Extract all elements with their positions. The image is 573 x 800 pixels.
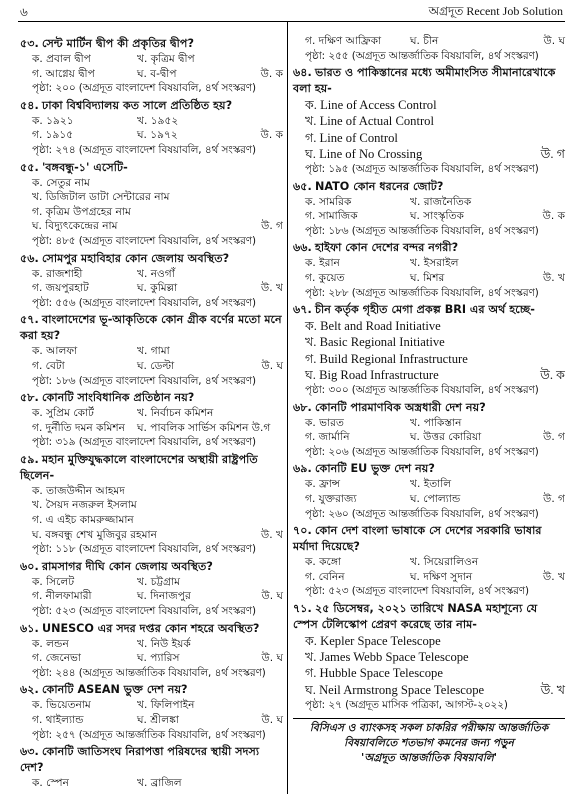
question-number: ৭০. [293,524,312,538]
answer-label: উ. ঘ [261,590,283,603]
source-reference: পৃষ্ঠা: ১১৮ (অগ্রদূত বাংলাদেশ বিষয়াবলি, ৪র্থ সংস্করণ) [32,543,257,556]
option: খ. চট্টগ্রাম [137,575,180,588]
question-number: ৬৭. [293,303,312,317]
source-reference: পৃষ্ঠা: ৪৮৫ (অগ্রদূত বাংলাদেশ বিষয়াবলি, ৪র্থ সংস্করণ) [32,234,257,247]
option-line [305,334,565,350]
source-reference: পৃষ্ঠা: ৩০০ (অগ্রদূত আন্তর্জাতিক বিষয়াবলি, ৪র্থ সংস্করণ) [305,383,539,396]
promo-line: বিসিএস ও ব্যাংকসহ সকল চাকরির পরীক্ষায় আন্তর্জাতিক [309,722,549,735]
option: ক. তাজউদ্দীন আহমদ [32,484,125,497]
option-row [32,651,283,666]
source-reference: পৃষ্ঠা: ২৭৪ (অগ্রদূত বাংলাদেশ বিষয়াবলি, ৪র্থ সংস্করণ) [32,143,257,156]
option: ঘ. পোল্যান্ড [410,492,461,505]
option: ঘ. বঙ্গবন্ধু শেখ মুজিবুর রহমান [32,528,157,541]
question-number: ৫৮. [20,391,39,405]
option-line [305,113,565,129]
question-options [20,637,283,681]
source-reference: পৃষ্ঠা: ১৯৫ (অগ্রদূত আন্তর্জাতিক বিষয়াবলি, ৪র্থ সংস্করণ) [305,163,539,175]
question-number: ৬১. [20,621,39,635]
answer-label: উ. ঘ [261,652,283,665]
answer-label: উ. ক [260,67,283,80]
option-row [305,271,565,286]
question-options [20,484,283,557]
question-number: ৫৩. [20,37,39,50]
option-row [305,570,565,585]
question-text: ৬৩. কোনটি জাতিসংঘ নিরাপত্তা পরিষদের স্থায়ী সদস্য দেশ? [20,745,260,775]
option: খ. ইতালি [410,478,452,491]
option: খ. সৈয়দ নজরুল ইসলাম [32,499,137,512]
option: ঘ. দক্ষিণ সুদান [410,570,473,583]
option-line [32,513,283,528]
question-text: ৬৪. ভারত ও পাকিস্তানের মধ্যে অমীমাংসিত সীমানারেখাকে বলা হয়- [293,66,556,96]
option: ক. প্রবাল দ্বীপ [32,53,91,65]
option-row [305,34,565,49]
source-reference: পৃষ্ঠা: ৩১৯ (অগ্রদূত বাংলাদেশ বিষয়াবলি, ৪র্থ সংস্করণ) [32,436,257,449]
question-options [293,633,565,712]
option: ঘ. মিশর [410,271,445,284]
option: খ. Basic Regional Initiative [305,335,445,350]
question-options [293,97,565,176]
question-item [20,390,283,450]
question-text: ৫৪. ঢাকা বিশ্ববিদ্যালয় কত সালে প্রতিষ্ঠিত হয়? [20,98,233,112]
answer-label: উ. গ [543,431,565,444]
option-line [32,528,283,543]
question-text: ৫৯. মহান মুক্তিযুদ্ধকালে বাংলাদেশের অস্থায়ী রাষ্ট্রপতি ছিলেন- [20,452,258,482]
option-row [32,421,283,436]
option: ক. সেতুর নাম [32,176,90,189]
option: ক. ইরান [305,257,340,270]
option: ঘ. দিনাজপুর [137,590,191,603]
promo-line: বিষয়াবলিতে শতভাগ কমনের জন্য পড়ুন [344,737,514,750]
option: ক. Line of Access Control [305,98,437,113]
option: খ. ব্রাজিল [137,777,182,790]
option-line [32,498,283,513]
question-item [293,601,565,712]
answer-label: উ. ক [540,367,565,382]
option: খ. নির্বাচন কমিশন [137,407,214,420]
answer-label: উ. খ [543,570,565,583]
option: খ. ডিজিটাল ডাটা সেন্টারের নাম [32,191,170,204]
question-options [293,256,565,300]
question-item [293,179,565,239]
source-reference: পৃষ্ঠা: ২৭ (অগ্রদূত মাসিক পত্রিকা, আগস্ট-২০২২) [305,698,508,711]
option-row [305,195,565,210]
question-item [20,682,283,742]
option: গ. নীলফামারী [32,590,92,603]
answer-label: উ. গ [540,146,565,161]
option: গ. সামাজিক [305,210,358,223]
question-text: ৬০. রামসাগর দীঘি কোন জেলায় অবস্থিত? [20,559,213,573]
source-reference: পৃষ্ঠা: ৫৫৬ (অগ্রদূত বাংলাদেশ বিষয়াবলি, ৪র্থ সংস্করণ) [32,296,257,309]
option: ঘ. Big Road Infrastructure [305,367,439,382]
question-text: ৫৭. বাংলাদেশের ভূ-আকৃতিকে কোন গ্রীক বর্ণের মতো মনে করা হয়? [20,313,282,343]
option-line [32,219,283,234]
option-row [32,344,283,359]
option: ক. Belt and Road Initiative [305,319,441,334]
option-row [305,477,565,492]
option-line [305,318,565,334]
question-options [20,776,283,791]
option: গ. বেটা [32,359,65,372]
option: খ. সিয়েরালিওন [410,556,479,569]
question-text: ৫৮. কোনটি সাংবিধানিক প্রতিষ্ঠান নয়? [20,391,195,405]
answer-label: উ. গ [261,220,283,233]
option: গ. জয়পুরহাট [32,282,89,295]
question-item [293,240,565,300]
option: গ. Line of Control [305,130,398,145]
question-options [293,416,565,460]
option: খ. পাকিস্তান [410,416,462,429]
question-number: ৬৮. [293,400,312,414]
option-line [32,205,283,220]
option: গ. আগ্নেয় দ্বীপ [32,67,95,80]
option: ঘ. চীন [410,35,439,47]
option: খ. James Webb Space Telescope [305,650,469,665]
answer-label: উ. ঘ [261,359,283,372]
option: ঘ. Line of No Crossing [305,146,423,161]
option-line [305,649,565,665]
question-item [20,452,283,557]
promo-line: 'অগ্রদূত আন্তর্জাতিক বিষয়াবলি' [361,752,497,765]
source-reference: পৃষ্ঠা: ৫২৩ (অগ্রদূত বাংলাদেশ বিষয়াবলি, ৪র্থ সংস্করণ) [32,605,257,618]
question-item [293,523,565,599]
question-number: ৫৫. [20,160,39,174]
question-text: ৭১. ২৫ ডিসেম্বর, ২০২১ তারিখে NASA মহাশূন্যে যে স্পেস টেলিস্কোপ প্রেরণ করেছে তার নাম- [293,601,538,631]
source-reference: পৃষ্ঠা: ৫২৩ (অগ্রদূত বাংলাদেশ বিষয়াবলি, ৪র্থ সংস্করণ) [305,585,530,598]
option: গ. দক্ষিণ আফ্রিকা [305,35,382,47]
option-row [305,209,565,224]
option: গ. Hubble Space Telescope [305,666,443,681]
option: ক. Kepler Space Telescope [305,633,441,648]
option: ঘ. সাংস্কৃতিক [410,210,464,223]
question-item [293,461,565,521]
answer-label: উ. খ [261,528,283,541]
option-row [32,776,283,791]
option: ক. কঙ্গো [305,556,341,569]
question-text: ৫৬. সোমপুর মহাবিহার কোন জেলায় অবস্থিত? [20,251,230,265]
option: খ. কৃত্রিম দ্বীপ [137,53,195,65]
option: খ. নিউ ইয়র্ক [137,637,191,650]
option: ঘ. ব-দ্বীপ [137,67,177,80]
option: ঘ. পাবলিক সার্ভিস কমিশন উ.গ [137,421,271,434]
answer-label: উ. ঘ [543,35,565,47]
option: খ. ১৯৫২ [137,114,179,127]
option: খ. ফিলিপাইন [137,699,195,712]
question-options [20,575,283,619]
option-line [305,633,565,649]
option: ক. স্পেন [32,777,69,790]
question-item [293,65,565,176]
question-number: ৬২. [20,683,39,697]
question-options [293,477,565,521]
question-number: ৬০. [20,559,39,573]
option: গ. কুয়েত [305,271,345,284]
option: গ. জার্মানি [305,431,350,444]
question-options [20,406,283,450]
option-row [32,114,283,129]
source-reference: পৃষ্ঠা: ১৮৬ (অগ্রদূত বাংলাদেশ বিষয়াবলি, ৪র্থ সংস্করণ) [32,374,257,387]
option-row [305,555,565,570]
option-line [32,190,283,205]
question-text: ৫৫. 'বঙ্গবন্ধু-১' এসেটি- [20,160,128,174]
question-options [293,195,565,239]
question-text: ৬৫. NATO কোন ধরনের জোট? [293,179,444,193]
option: ক. রাজশাহী [32,267,83,280]
option-row [32,637,283,652]
left-column [20,36,283,793]
question-item [20,36,283,96]
option: গ. জেনেভা [32,652,81,665]
option-line [32,176,283,191]
question-options [20,698,283,742]
option-line [305,367,565,383]
option-row [32,128,283,143]
option-line [305,665,565,681]
question-options [293,318,565,397]
option: গ. থাইল্যান্ড [32,714,84,726]
option: ঘ. বিদ্যুৎকেন্দ্রের নাম [32,220,118,233]
question-number: ৭১. [293,601,312,615]
source-reference: পৃষ্ঠা: ১৮৬ (অগ্রদূত আন্তর্জাতিক বিষয়াবলি, ৪র্থ সংস্করণ) [305,224,539,237]
question-item [20,160,283,249]
option: ক. ফ্রান্স [305,478,341,491]
option-row [32,698,283,713]
option: খ. গামা [137,345,170,358]
option-line [305,682,565,698]
question-item [20,621,283,681]
question-number: ৫৯. [20,452,39,466]
question-item [293,400,565,460]
question-text: ৭০. কোন দেশ বাংলা ভাষাকে সে দেশের সরকারি ভাষার মর্যাদা দিয়েছে? [293,524,542,554]
source-reference: পৃষ্ঠা: ২৬০ (অগ্রদূত আন্তর্জাতিক বিষয়াবলি, ৪র্থ সংস্করণ) [305,507,539,520]
option: ক. লন্ডন [32,637,69,650]
option: ক. আলফা [32,345,78,358]
option-row [305,492,565,507]
option: গ. বেনিন [305,570,345,583]
question-text: ৬১. UNESCO এর সদর দপ্তর কোন শহরে অবস্থিত? [20,621,260,635]
question-text: ৬৮. কোনটি পারমাণবিক অস্ত্রধারী দেশ নয়? [293,400,486,414]
option: ক. সিলেট [32,575,75,588]
question-options [20,52,283,96]
question-number: ৫৭. [20,313,39,327]
question-number: ৫৪. [20,98,39,112]
option: ঘ. কুমিল্লা [137,282,178,295]
source-reference: পৃষ্ঠা: ২৫৭ (অগ্রদূত আন্তর্জাতিক বিষয়াবলি, ৪র্থ সংস্করণ) [32,728,266,741]
source-reference: পৃষ্ঠা: ২০৬ (অগ্রদূত আন্তর্জাতিক বিষয়াবলি, ৪র্থ সংস্করণ) [305,445,539,458]
answer-label: উ. খ [261,282,283,295]
option-line [305,130,565,146]
page-number: ৬ [20,5,28,19]
option: ঘ. শ্রীলঙ্কা [137,714,179,726]
option: খ. ইসরাইল [410,257,459,270]
question-item [20,251,283,311]
option-row [32,575,283,590]
option: ঘ. প্যারিস [137,652,180,665]
source-reference: পৃষ্ঠা: ২৫৫ (অগ্রদূত আন্তর্জাতিক বিষয়াবলি, ৪র্থ সংস্করণ) [305,49,539,62]
question-item [20,744,283,791]
question-number: ৬৬. [293,241,312,255]
answer-label: উ. ঘ [261,714,283,726]
option: ক. সামরিক [305,195,352,208]
question-item [20,559,283,619]
option: গ. দুর্নীতি দমন কমিশন [32,421,125,434]
option: খ. Line of Actual Control [305,114,434,129]
question-text: ৬৬. হাইফা কোন দেশের বন্দর নগরী? [293,241,459,255]
option-line [32,484,283,499]
option-row [32,52,283,67]
option-row [32,406,283,421]
option-row [32,359,283,374]
option: ঘ. ডেল্টা [137,359,175,372]
question-options [20,267,283,311]
question-item [20,312,283,388]
question-options [293,34,565,63]
option: গ. ১৯১৫ [32,129,74,142]
option: গ. এ এইচ কামরুজ্জামান [32,514,134,527]
option-row [32,713,283,728]
promo-footer [293,718,565,766]
question-number: ৫৬. [20,251,39,265]
option: ক. সুপ্রিম কোর্ট [32,407,94,420]
question-number: ৬৫. [293,179,312,193]
option: ক. ভারত [305,416,344,429]
question-text: ৫৩. সেন্ট মার্টিন দ্বীপ কী প্রকৃতির দ্বীপ? [20,37,194,50]
answer-label: উ. গ [543,492,565,505]
question-options [20,176,283,249]
option: ঘ. Neil Armstrong Space Telescope [305,682,485,697]
option: ক. ভিয়েতনাম [32,699,91,712]
question-number: ৬৯. [293,462,312,476]
option: ঘ. ১৯৭২ [137,129,178,142]
question-options [20,114,283,158]
page-header [0,0,573,24]
option-line [305,146,565,162]
option-row [32,281,283,296]
option-line [305,351,565,367]
option: ঘ. উত্তর কোরিয়া [410,431,482,444]
answer-label: উ. খ [540,682,565,697]
question-item [20,98,283,158]
answer-label: উ. খ [543,271,565,284]
question-number: ৬৪. [293,66,312,80]
option: খ. নওগাঁ [137,267,175,280]
question-text: ৬৭. চীন কর্তৃক গৃহীত মেগা প্রকল্প BRI এর অর্থ হচ্ছে- [293,303,535,317]
option: খ. রাজনৈতিক [410,195,472,208]
option-row [305,256,565,271]
option: গ. কৃত্রিম উপগ্রহের নাম [32,205,131,218]
column-divider [287,22,288,794]
option-row [32,589,283,604]
option-line [305,97,565,113]
question-text: ৬৯. কোনটি EU ভুক্ত দেশ নয়? [293,462,435,476]
running-title: অগ্রদূত Recent Job Solution [428,4,563,18]
option-row [32,267,283,282]
source-reference: পৃষ্ঠা: ২৪৪ (অগ্রদূত আন্তর্জাতিক বিষয়াবলি, ৪র্থ সংস্করণ) [32,666,266,679]
question-item [293,34,565,63]
option-row [32,67,283,82]
header-rule [18,21,565,22]
question-number: ৬৩. [20,745,39,759]
right-column [293,34,565,766]
option: ক. ১৯২১ [32,114,74,127]
source-reference: পৃষ্ঠা: ২৮৮ (অগ্রদূত আন্তর্জাতিক বিষয়াবলি, ৪র্থ সংস্করণ) [305,286,539,299]
question-options [20,344,283,388]
option: গ. যুক্তরাজ্য [305,492,357,505]
answer-label: উ. ক [260,129,283,142]
option-row [305,430,565,445]
option-row [305,416,565,431]
question-text: ৬২. কোনটি ASEAN ভুক্ত দেশ নয়? [20,683,188,697]
option: গ. Build Regional Infrastructure [305,351,468,366]
question-options [293,555,565,599]
question-item [293,302,565,397]
source-reference: পৃষ্ঠা: ২০০ (অগ্রদূত বাংলাদেশ বিষয়াবলি, ৪র্থ সংস্করণ) [32,82,257,95]
answer-label: উ. ক [542,210,565,223]
